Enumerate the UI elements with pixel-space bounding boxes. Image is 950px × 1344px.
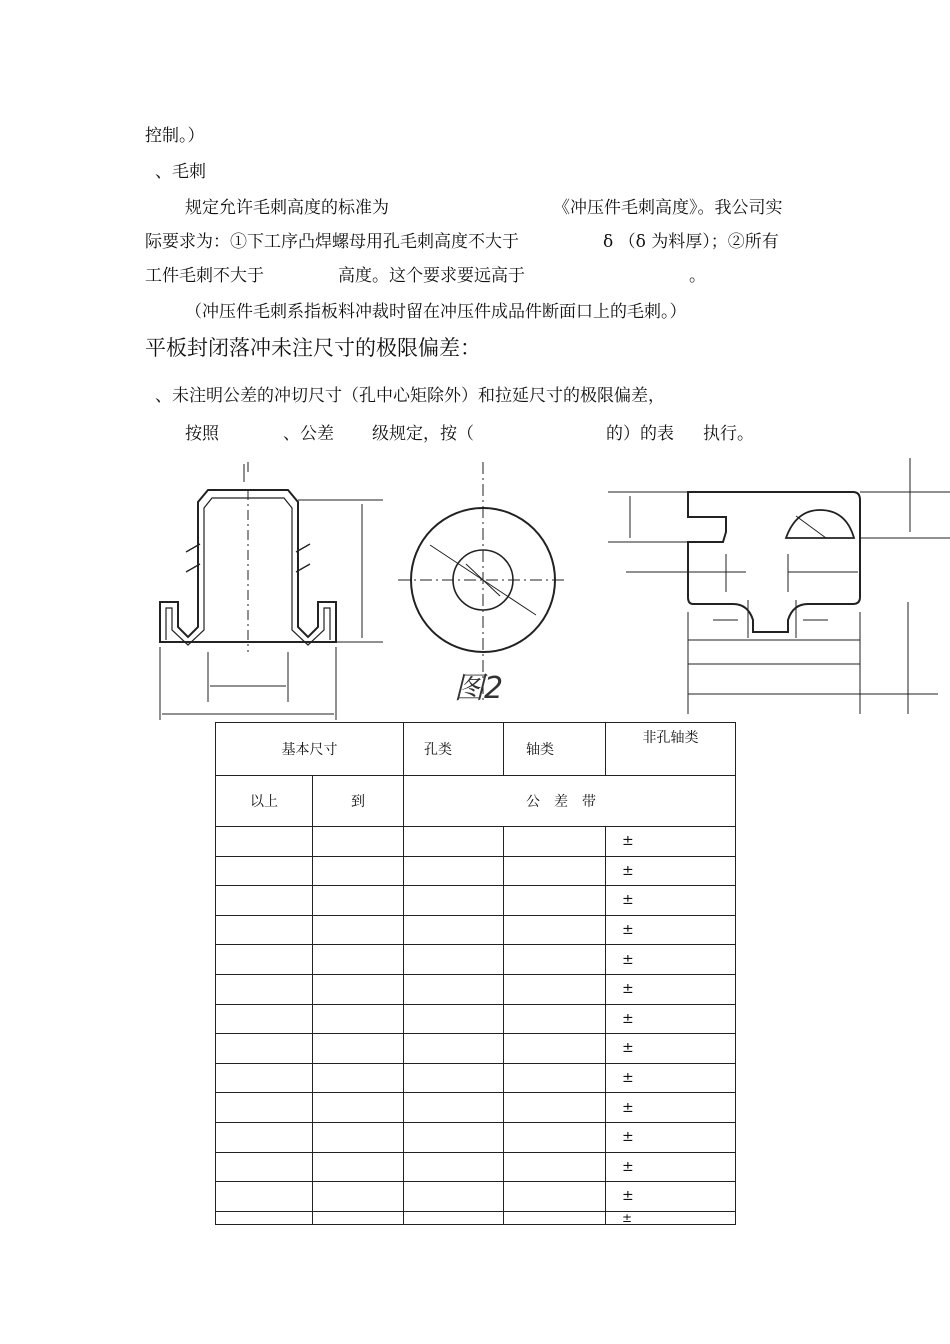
table-cell-pm: ± [606, 856, 736, 886]
table-row [216, 1034, 736, 1064]
stamping-part-drawing [148, 452, 950, 724]
plate-outline-view [608, 458, 950, 714]
table-header-tolerance-zone: 公 差 带 [404, 776, 736, 827]
table-cell-pm: ± [606, 945, 736, 975]
table-row [216, 1182, 736, 1212]
table-cell-pm: ± [606, 1182, 736, 1212]
paragraph-line: 工件毛刺不大于 [145, 266, 264, 286]
table-row [216, 827, 736, 857]
table-cell-pm: ± [606, 974, 736, 1004]
table-row [216, 1211, 736, 1224]
heading: 平板封闭落冲未注尺寸的极限偏差： [145, 336, 481, 360]
paragraph-note: （冲压件毛刺系指板料冲裁时留在冲压件成品件断面口上的毛刺。） [185, 302, 687, 322]
section-line: 级规定，按（ [372, 424, 474, 444]
figure-caption: 图2 [454, 671, 504, 706]
table-row [216, 1063, 736, 1093]
table-header-above: 以上 [216, 776, 313, 827]
table-cell-pm: ± [606, 1004, 736, 1034]
table-header-non-hole-shaft: 非孔轴类 [606, 723, 736, 776]
table-cell-pm: ± [606, 1093, 736, 1123]
section-line: 、公差 [283, 424, 334, 444]
table-row [216, 1004, 736, 1034]
section-line: 的）的表 [606, 424, 674, 444]
paragraph-line: 际要求为：①下工序凸焊螺母用孔毛刺高度不大于 [145, 232, 519, 252]
washer-top-view [398, 462, 568, 700]
section-line: 执行。 [703, 424, 754, 444]
table-header-hole: 孔类 [404, 723, 504, 776]
table-cell-pm: ± [606, 886, 736, 916]
table-cell-pm: ± [606, 827, 736, 857]
table-row [216, 1122, 736, 1152]
table-cell-pm: ± [606, 915, 736, 945]
table-row [216, 945, 736, 975]
tolerance-table [215, 722, 736, 1225]
table-row [216, 886, 736, 916]
paragraph-line: 《冲压件毛刺高度》。我公司实 [553, 198, 783, 218]
table-row [216, 856, 736, 886]
paragraph-line: 。 [689, 266, 706, 286]
table-cell-pm: ± [606, 1034, 736, 1064]
table-cell-pm: ± [606, 1211, 736, 1224]
table-cell-pm: ± [606, 1122, 736, 1152]
table-header-to: 到 [313, 776, 404, 827]
paragraph-line: 规定允许毛刺高度的标准为 [185, 198, 389, 218]
table-cell-pm: ± [606, 1152, 736, 1182]
table-row [216, 915, 736, 945]
cup-section-view [160, 462, 383, 720]
table-row [216, 1152, 736, 1182]
table-header-shaft: 轴类 [504, 723, 606, 776]
paragraph-line: 高度。这个要求要远高于 [338, 266, 525, 286]
table-row [216, 1093, 736, 1123]
section-line: 、未注明公差的冲切尺寸（孔中心矩除外）和拉延尺寸的极限偏差， [155, 386, 665, 406]
table-header-basic-size: 基本尺寸 [216, 723, 404, 776]
table-row [216, 974, 736, 1004]
paragraph-line: 控制。） [145, 126, 205, 146]
table-cell-pm: ± [606, 1063, 736, 1093]
section-title-burr: 、毛刺 [155, 162, 206, 182]
section-line: 按照 [185, 424, 219, 444]
paragraph-line: δ （δ 为料厚）；②所有 [603, 232, 779, 252]
